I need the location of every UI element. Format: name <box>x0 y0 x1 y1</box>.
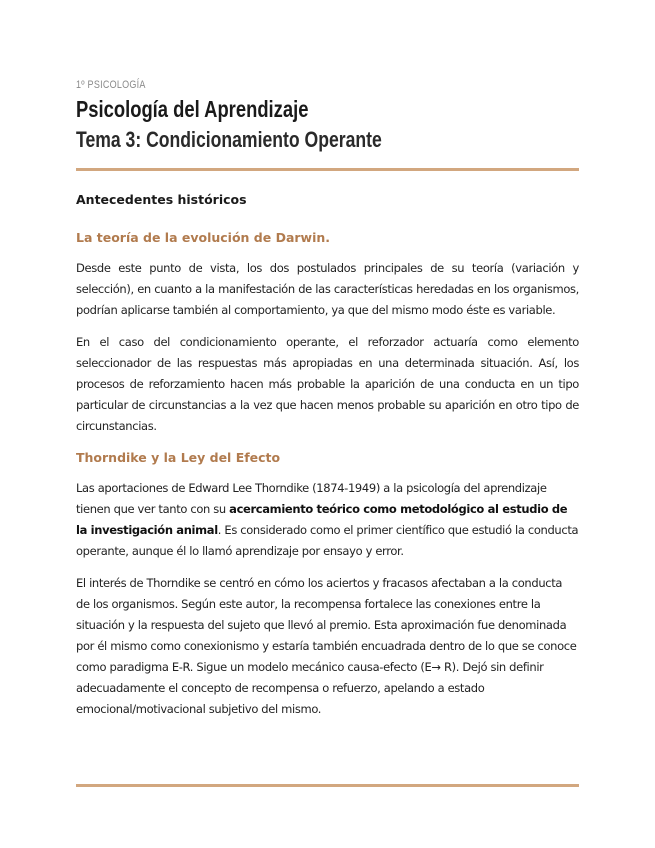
darwin-heading: La teoría de la evolución de Darwin. <box>76 230 331 245</box>
thorndike-paragraph-1 <box>76 478 579 562</box>
footer-divider <box>76 784 579 787</box>
thorndike-p1-text-before: Las aportaciones de Edward Lee Thorndike (1874-1949) a la psicología del aprendizaje tienen que ver tanto con su <box>76 481 547 516</box>
thorndike-p1-bold-text: acercamiento teórico como metodológico al estudio de la investigación animal <box>76 502 568 537</box>
header-divider <box>76 168 579 171</box>
thorndike-paragraph-2: El interés de Thorndike se centró en cómo los aciertos y fracasos afectaban a la conducta de los organismos. Según este autor, la recompensa fortalece las conexiones entre la situación y la respuesta del sujeto que llevó al premio. Esta aproximación fue denominada por él mismo como conexionismo y estaría también encuadrada dentro de lo que se conoce como paradigma E-R. Sigue un modelo mecánico causa-efecto (E→ R). Dejó sin definir adecuadamente el concepto de recompensa o refuerzo, apelando a estado emocional/motivacional subjetivo del mismo. <box>76 576 577 716</box>
thorndike-heading: Thorndike y la Ley del Efecto <box>76 450 281 465</box>
thorndike-p1-text-after: . Es considerado como el primer científico que estudió la conducta operante, aunque él lo llamó aprendizaje por ensayo y error. <box>76 523 579 558</box>
darwin-paragraph-2: En el caso del condicionamiento operante, el reforzador actuaría como elemento seleccionador de las respuestas más apropiadas en una determinada situación. Así, los procesos de reforzamiento hacen más probable la aparición de una conducta en un tipo particular de circunstancias a la vez que hacen menos probable su aparición en otro tipo de circunstancias. <box>76 335 579 433</box>
section-heading: Antecedentes históricos <box>76 192 247 207</box>
document-title: Psicología del Aprendizaje <box>76 96 309 122</box>
course-label: 1º PSICOLOGÍA <box>76 79 146 91</box>
darwin-paragraph-1: Desde este punto de vista, los dos postulados principales de su teoría (variación y selección), en cuanto a la manifestación de las características heredadas en los organismos, podrían aplicarse también al comportamiento, ya que del mismo modo éste es variable. <box>76 261 579 317</box>
document-subtitle: Tema 3: Condicionamiento Operante <box>76 127 382 152</box>
document-body <box>76 190 579 731</box>
